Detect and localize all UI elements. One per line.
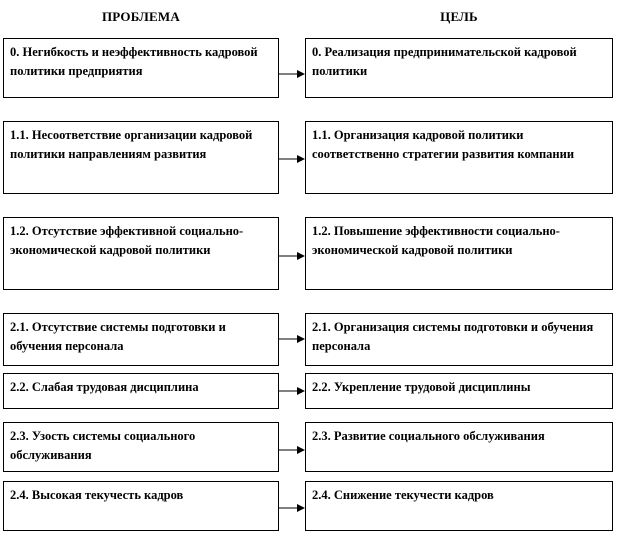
goal-box-2-3: 2.3. Развитие социального обслуживания [305,422,613,472]
problem-box-0: 0. Негибкость и неэффективность кадровой политики предприятия [3,38,279,98]
goal-box-2-2: 2.2. Укрепление трудовой дисциплины [305,373,613,409]
problem-box-2-1: 2.1. Отсутствие системы подготовки и обучения персонала [3,313,279,366]
goal-column-header: ЦЕЛЬ [440,9,478,24]
problem-column-header: ПРОБЛЕМА [102,9,180,24]
goal-box-2-1: 2.1. Организация системы подготовки и обучения персонала [305,313,613,366]
goal-box-1-2: 1.2. Повышение эффективности социально- экономической кадровой политики [305,217,613,290]
problem-box-1-1: 1.1. Несоответствие организации кадровой политики направлениям развития [3,121,279,194]
goal-box-0: 0. Реализация предпринимательской кадровой политики [305,38,613,98]
problem-box-2-2: 2.2. Слабая трудовая дисциплина [3,373,279,409]
problem-box-2-4: 2.4. Высокая текучесть кадров [3,481,279,531]
problem-box-1-2: 1.2. Отсутствие эффективной социально-экономической кадровой политики [3,217,279,290]
problem-box-2-3: 2.3. Узость системы социального обслуживания [3,422,279,472]
goal-box-2-4: 2.4. Снижение текучести кадров [305,481,613,531]
goal-box-1-1: 1.1. Организация кадровой политики соответственно стратегии развития компании [305,121,613,194]
